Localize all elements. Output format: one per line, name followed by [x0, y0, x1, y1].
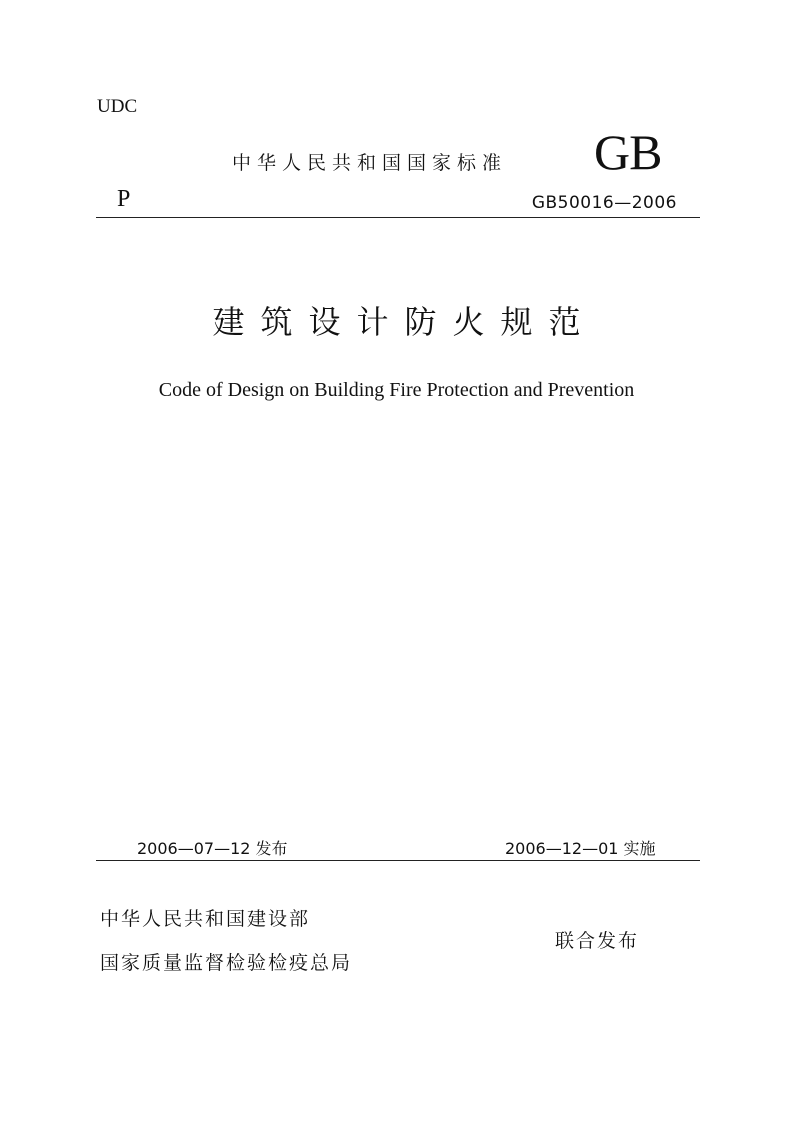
document-title-chinese: 建筑设计防火规范 [212, 303, 597, 341]
document-title-english: Code of Design on Building Fire Protection and Prevention [158, 379, 635, 401]
udc-label: UDC [97, 96, 138, 117]
gb-mark: GB [594, 124, 662, 180]
issuer-ministry: 中华人民共和国建设部 [100, 908, 311, 930]
issuer-administration: 国家质量监督检验检疫总局 [100, 952, 353, 974]
footer-divider [96, 860, 700, 861]
header-divider [96, 217, 700, 218]
joint-release-label: 联合发布 [555, 930, 640, 952]
issue-date: 2006—07—12 发布 [137, 839, 288, 858]
category-letter: P [117, 186, 131, 212]
implementation-date: 2006—12—01 实施 [505, 839, 656, 858]
standard-type-heading: 中华人民共和国国家标准 [232, 152, 508, 174]
standard-number: GB50016—2006 [531, 193, 677, 213]
